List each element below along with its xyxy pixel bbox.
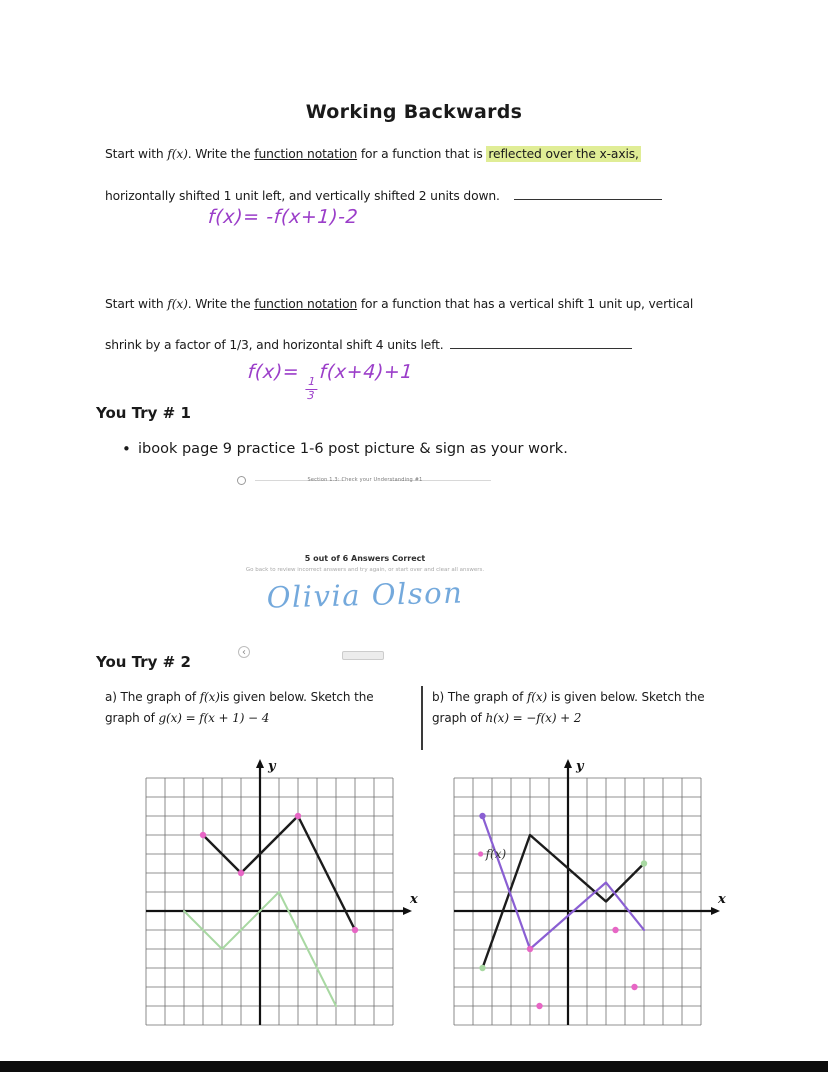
part-a-formula: g(x) = f(x + 1) − 4	[158, 711, 270, 725]
svg-text:y: y	[268, 759, 276, 774]
handwritten-answer-2	[246, 361, 414, 401]
part-a-text3: graph of	[105, 711, 159, 725]
part-b-text: b) The graph of	[432, 690, 527, 704]
page-title: Working Backwards	[305, 101, 523, 123]
embedded-screenshot	[233, 474, 497, 666]
answer-blank-1	[514, 186, 662, 200]
problem2-text-mid1: . Write the	[187, 297, 255, 311]
part-a-prompt	[105, 687, 423, 729]
fx-notation: f(x)	[167, 297, 188, 311]
fx-notation: f(x)	[526, 690, 548, 704]
svg-text:x: x	[718, 892, 726, 907]
svg-text:x: x	[410, 892, 418, 907]
fraction-denominator: 3	[306, 388, 316, 402]
you-try-1-heading: You Try # 1	[96, 404, 191, 422]
part-a-text2: is given below. Sketch the	[219, 690, 374, 704]
fx-notation: f(x)	[199, 690, 220, 704]
problem1-line1	[105, 147, 641, 161]
part-b-text2: is given below. Sketch the	[547, 690, 705, 704]
fx-notation: f(x)	[167, 147, 188, 161]
problem2-line1	[105, 297, 693, 311]
part-a-text: a) The graph of	[105, 690, 200, 704]
problem1-text-line2: horizontally shifted 1 unit left, and vertically shifted 2 units down.	[105, 189, 500, 203]
problem1-text-mid1: . Write the	[187, 147, 255, 161]
part-b-prompt	[432, 687, 752, 729]
fraction-numerator: 1	[306, 376, 319, 390]
answer2-post: f(x+4)+1	[318, 361, 414, 383]
you-try-1-bullet: • ibook page 9 practice 1-6 post picture & sign as your work.	[120, 441, 568, 457]
problem2-text-line2: shrink by a factor of 1/3, and horizontal shift 4 units left.	[105, 338, 444, 352]
back-button[interactable]	[238, 646, 250, 658]
small-action-button[interactable]	[342, 651, 384, 660]
you-try-2-heading: You Try # 2	[96, 653, 191, 671]
answer-blank-2	[450, 335, 632, 349]
screenshot-result: 5 out of 6 Answers Correct	[304, 554, 426, 563]
problem2-text-mid2: for a function that has a vertical shift 1 unit up, vertical	[357, 297, 694, 311]
part-b-text3: graph of	[432, 711, 486, 725]
handwritten-signature: Olivia Olson	[266, 575, 464, 615]
graph-a-canvas	[142, 752, 423, 1035]
problem1-line2	[105, 186, 662, 203]
underlined-term: function notation	[254, 147, 358, 161]
problem2-line2	[105, 335, 632, 352]
highlighted-phrase: reflected over the x-axis,	[488, 147, 639, 161]
underlined-term: function notation	[254, 297, 358, 311]
back-arrow-icon: ‹	[242, 647, 246, 658]
problem1-text-start: Start with	[105, 147, 168, 161]
part-b-formula: h(x) = −f(x) + 2	[485, 711, 582, 725]
svg-text:y: y	[576, 759, 584, 774]
svg-text:f(x): f(x)	[485, 847, 507, 861]
screenshot-subtext: Go back to review incorrect answers and try again, or start over and clear all answers.	[245, 567, 485, 573]
graph-b-canvas	[450, 752, 731, 1035]
handwritten-answer-1: f(x)= -f(x+1)-2	[207, 206, 360, 228]
problem2-text-start: Start with	[105, 297, 168, 311]
screenshot-header: Section 1.3: Check your Understanding #1	[307, 477, 423, 483]
problem1-text-mid2: for a function that is	[357, 147, 487, 161]
fraction-one-third	[305, 376, 318, 401]
answer2-pre: f(x)=	[246, 361, 307, 383]
page-bottom-bar	[0, 1061, 828, 1072]
